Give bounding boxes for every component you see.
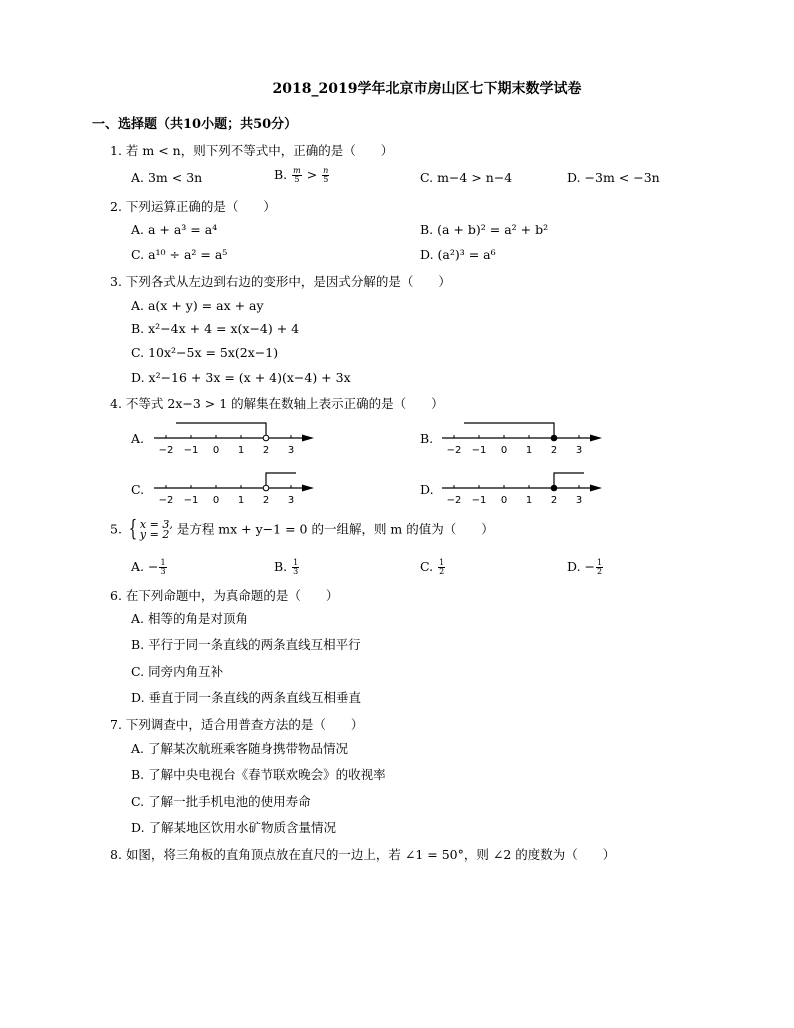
question-2-stem: 2. 下列运算正确的是（ ）	[110, 199, 276, 214]
solution-ray	[176, 423, 266, 438]
q5-option-d: D. − $\frac{1}{2}$	[567, 558, 603, 576]
q4-label-b: B.	[420, 431, 434, 446]
question-8-stem: 8. 如图，将三角板的直角顶点放在直尺的一边上，若 ∠1 = 50°，则 ∠2 的度数为（ ）	[110, 847, 616, 862]
arrow-head-icon	[302, 435, 314, 442]
q1-option-a: A. 3m < 3n	[131, 170, 203, 185]
fraction: $\frac{n}{5}$	[323, 166, 329, 184]
q1-option-d: D. −3m < −3n	[567, 170, 660, 185]
q5-option-a: A. − $\frac{1}{3}$	[131, 558, 166, 576]
q2-option-d: D. (a²)³ = a⁶	[420, 247, 496, 262]
tick-label: 1	[237, 495, 245, 506]
q3-option-b: B. x²−4x + 4 = x(x−4) + 4	[131, 321, 300, 336]
number-line-d	[438, 468, 608, 510]
q5-option-b: B. $\frac{1}{3}$	[274, 558, 299, 576]
question-7-stem: 7. 下列调查中，适合用普查方法的是（ ）	[110, 717, 364, 732]
tick-label: 3	[287, 445, 295, 456]
q2-option-b: B. (a + b)² = a² + b²	[420, 222, 549, 237]
question-4-stem: 4. 不等式 2x−3 > 1 的解集在数轴上表示正确的是（ ）	[110, 396, 444, 411]
q1-option-b: B. $\frac{m}{5}$ > $\frac{n}{5}$	[274, 166, 329, 184]
tick-label: 2	[262, 445, 270, 456]
arrow-head-icon	[590, 435, 602, 442]
number-line-a	[150, 418, 320, 460]
fraction: $\frac{m}{5}$	[293, 166, 301, 184]
question-5-stem: 5. { x = 3, y = 2 是方程 mx + y−1 = 0 的一组解，则 m 的值为（ ）	[110, 517, 494, 542]
tick-label: −1	[183, 445, 199, 456]
q2-option-a: A. a + a³ = a⁴	[131, 222, 218, 237]
question-1-stem: 1. 若 m < n，则下列不等式中，正确的是（ ）	[110, 143, 394, 158]
tick-label: 1	[525, 445, 533, 456]
tick-label: 0	[212, 495, 220, 506]
section-heading: 一、选择题（共10小题；共50分）	[92, 117, 298, 132]
number-line-c	[150, 468, 320, 510]
q5-option-c: C. $\frac{1}{2}$	[420, 558, 445, 576]
q6-option-c: C. 同旁内角互补	[131, 664, 224, 679]
tick-label: −2	[446, 495, 462, 506]
tick-label: 3	[287, 495, 295, 506]
arrow-head-icon	[590, 485, 602, 492]
q6-option-b: B. 平行于同一条直线的两条直线互相平行	[131, 637, 361, 652]
q7-option-b: B. 了解中央电视台《春节联欢晚会》的收视率	[131, 767, 386, 782]
open-endpoint	[263, 435, 269, 441]
q3-option-a: A. a(x + y) = ax + ay	[131, 298, 264, 313]
page-title: 2018_2019学年北京市房山区七下期末数学试卷	[272, 81, 582, 97]
tick-label: 3	[575, 495, 583, 506]
open-endpoint	[263, 485, 269, 491]
tick-label: 2	[550, 495, 558, 506]
q7-option-d: D. 了解某地区饮用水矿物质含量情况	[131, 820, 337, 835]
tick-label: −1	[183, 495, 199, 506]
tick-label: 0	[500, 445, 508, 456]
q3-option-c: C. 10x²−5x = 5x(2x−1)	[131, 345, 279, 360]
q1-option-b-label: B.	[274, 167, 288, 182]
tick-label: 2	[262, 495, 270, 506]
tick-label: 3	[575, 445, 583, 456]
q6-option-d: D. 垂直于同一条直线的两条直线互相垂直	[131, 690, 362, 705]
tick-label: 0	[212, 445, 220, 456]
q4-label-d: D.	[420, 482, 434, 497]
closed-endpoint	[551, 485, 557, 491]
question-6-stem: 6. 在下列命题中，为真命题的是（ ）	[110, 588, 339, 603]
q7-option-a: A. 了解某次航班乘客随身携带物品情况	[131, 741, 348, 756]
q6-option-a: A. 相等的角是对顶角	[131, 611, 248, 626]
equation-system: { x = 3, y = 2	[128, 517, 173, 542]
tick-label: 2	[550, 445, 558, 456]
q4-label-a: A.	[131, 431, 145, 446]
tick-label: 1	[525, 495, 533, 506]
tick-label: −2	[158, 445, 174, 456]
tick-label: −2	[446, 445, 462, 456]
tick-label: −1	[471, 445, 487, 456]
arrow-head-icon	[302, 485, 314, 492]
tick-label: −2	[158, 495, 174, 506]
brace-icon: {	[128, 517, 138, 542]
q4-label-c: C.	[131, 482, 145, 497]
q3-option-d: D. x²−16 + 3x = (x + 4)(x−4) + 3x	[131, 370, 351, 385]
tick-label: 0	[500, 495, 508, 506]
q2-option-c: C. a¹⁰ ÷ a² = a⁵	[131, 247, 228, 262]
closed-endpoint	[551, 435, 557, 441]
q1-option-c: C. m−4 > n−4	[420, 170, 513, 185]
tick-label: 1	[237, 445, 245, 456]
solution-ray	[464, 423, 554, 438]
number-line-b	[438, 418, 608, 460]
question-3-stem: 3. 下列各式从左边到右边的变形中，是因式分解的是（ ）	[110, 274, 451, 289]
q7-option-c: C. 了解一批手机电池的使用寿命	[131, 794, 311, 809]
tick-label: −1	[471, 495, 487, 506]
